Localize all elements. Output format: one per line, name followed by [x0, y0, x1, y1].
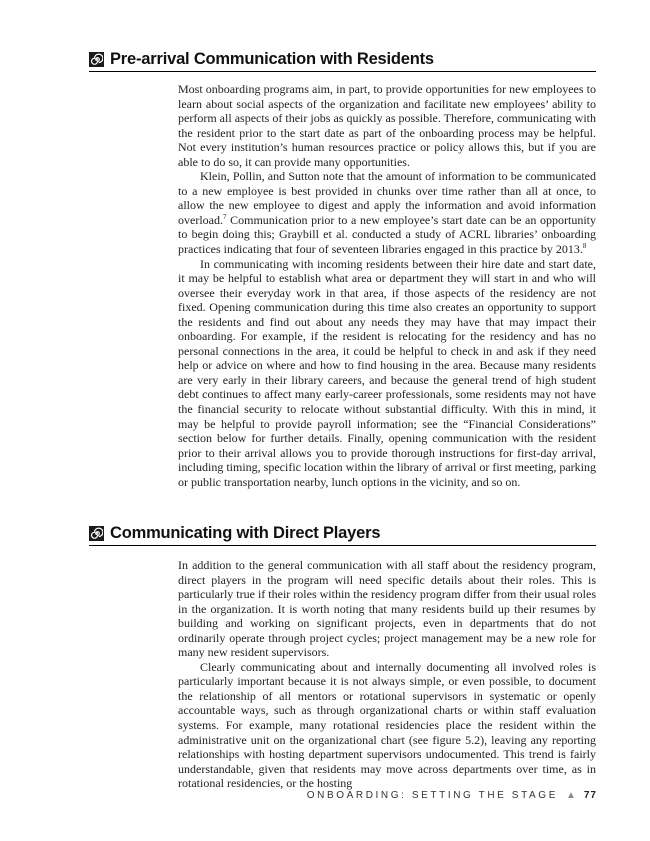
section-body-direct-players	[178, 558, 596, 791]
section-title: Communicating with Direct Players	[110, 524, 381, 542]
paragraph-text: Klein, Pollin, and Sutton note that the amount of information to be communicated to a new employee is best provided in chunks over time rather than all at once, to allow the new employee to digest and apply the information and avoid information overload.	[178, 169, 596, 227]
running-head: ONBOARDING: SETTING THE STAGE	[306, 790, 558, 801]
page-footer	[307, 790, 597, 801]
paragraph-text: Clearly communicating about and internally documenting all involved roles is particularly important because it is not always simple, or even possible, to document the relationship of all mentors or rotational supervisors in systematic or openly accountable ways, such as through organizational charts or within staff evaluation systems. For example, many rotational residencies place the resident within the administrative unit on the organizational chart (see figure 5.2), leaving any reporting relationships with hosting department supervisors undocumented. This trend is fairly understandable, given that residents may move across departments over time, as in rotational residencies, or the hosting	[178, 659, 596, 791]
footnote-ref: 7	[222, 212, 227, 221]
spiral-icon	[89, 526, 104, 541]
paragraph-text: In addition to the general communication with all staff about the residency program, direct players in the program will need specific details about their roles. This is particularly true if their roles within the residency program differ from their usual roles in the organization. It is worth noting that many residents build up their resumes by building and working on significant projects, even in departments that do not ordinarily operate through project cycles; project management may be a new role for many new resident supervisors.	[178, 558, 596, 660]
paragraph-text: Communication prior to a new employee’s start date can be an opportunity to begin doing this; Graybill et al. conducted a study of ACRL libraries’ onboarding practices indicating that four of seventeen libraries engaged in this practice by 2013.	[178, 212, 596, 257]
paragraph	[178, 169, 596, 256]
spiral-icon	[89, 52, 104, 67]
section-title: Pre-arrival Communication with Residents	[110, 50, 434, 68]
paragraph	[178, 558, 596, 660]
paragraph	[178, 82, 596, 169]
section-body-pre-arrival	[178, 82, 596, 489]
section-heading-direct-players	[89, 524, 596, 546]
paragraph	[178, 660, 596, 791]
paragraph-text: Most onboarding programs aim, in part, to provide opportunities for new employees to learn about social aspects of the organization and facilitate new employees’ ability to perform all aspects of their jobs as quickly as possible. Therefore, communicating with the resident prior to the start date as part of the onboarding process may be helpful. Not every institution’s human resources practice or policy allows this, but if you are able to do so, it can provide many opportunities.	[178, 82, 596, 169]
page-number: 77	[583, 790, 597, 801]
section-heading-pre-arrival	[89, 50, 596, 72]
paragraph	[178, 257, 596, 490]
paragraph-text: In communicating with incoming residents between their hire date and start date, it may be helpful to establish what area or department they will start in and who will oversee their everyday work in that area, if those aspects of the residency are not fixed. Opening communication during this time also creates an opportunity to support the residents and find out about any needs they may have that may impact their onboarding. For example, if the resident is relocating for the residency and has no personal connections in the area, it could be helpful to check in and ask if they need help or advice on where and how to find housing in the area. Because many residents are very early in their library careers, and because the general trend of high student debt continues to affect many early-career professionals, some residents may not have the financial security to relocate without substantial difficulty. With this in mind, it may be helpful to provide payroll information; see the “Financial Considerations” section below for further details. Finally, opening communication with the resident prior to their arrival allows you to provide thorough instructions for first-day arrival, including timing, specific location within the library of arrival or first meeting, parking or public transportation nearby, lunch options in the vicinity, and so on.	[178, 256, 596, 489]
triangle-icon: ▲	[565, 790, 576, 801]
footnote-ref: 8	[582, 242, 587, 251]
